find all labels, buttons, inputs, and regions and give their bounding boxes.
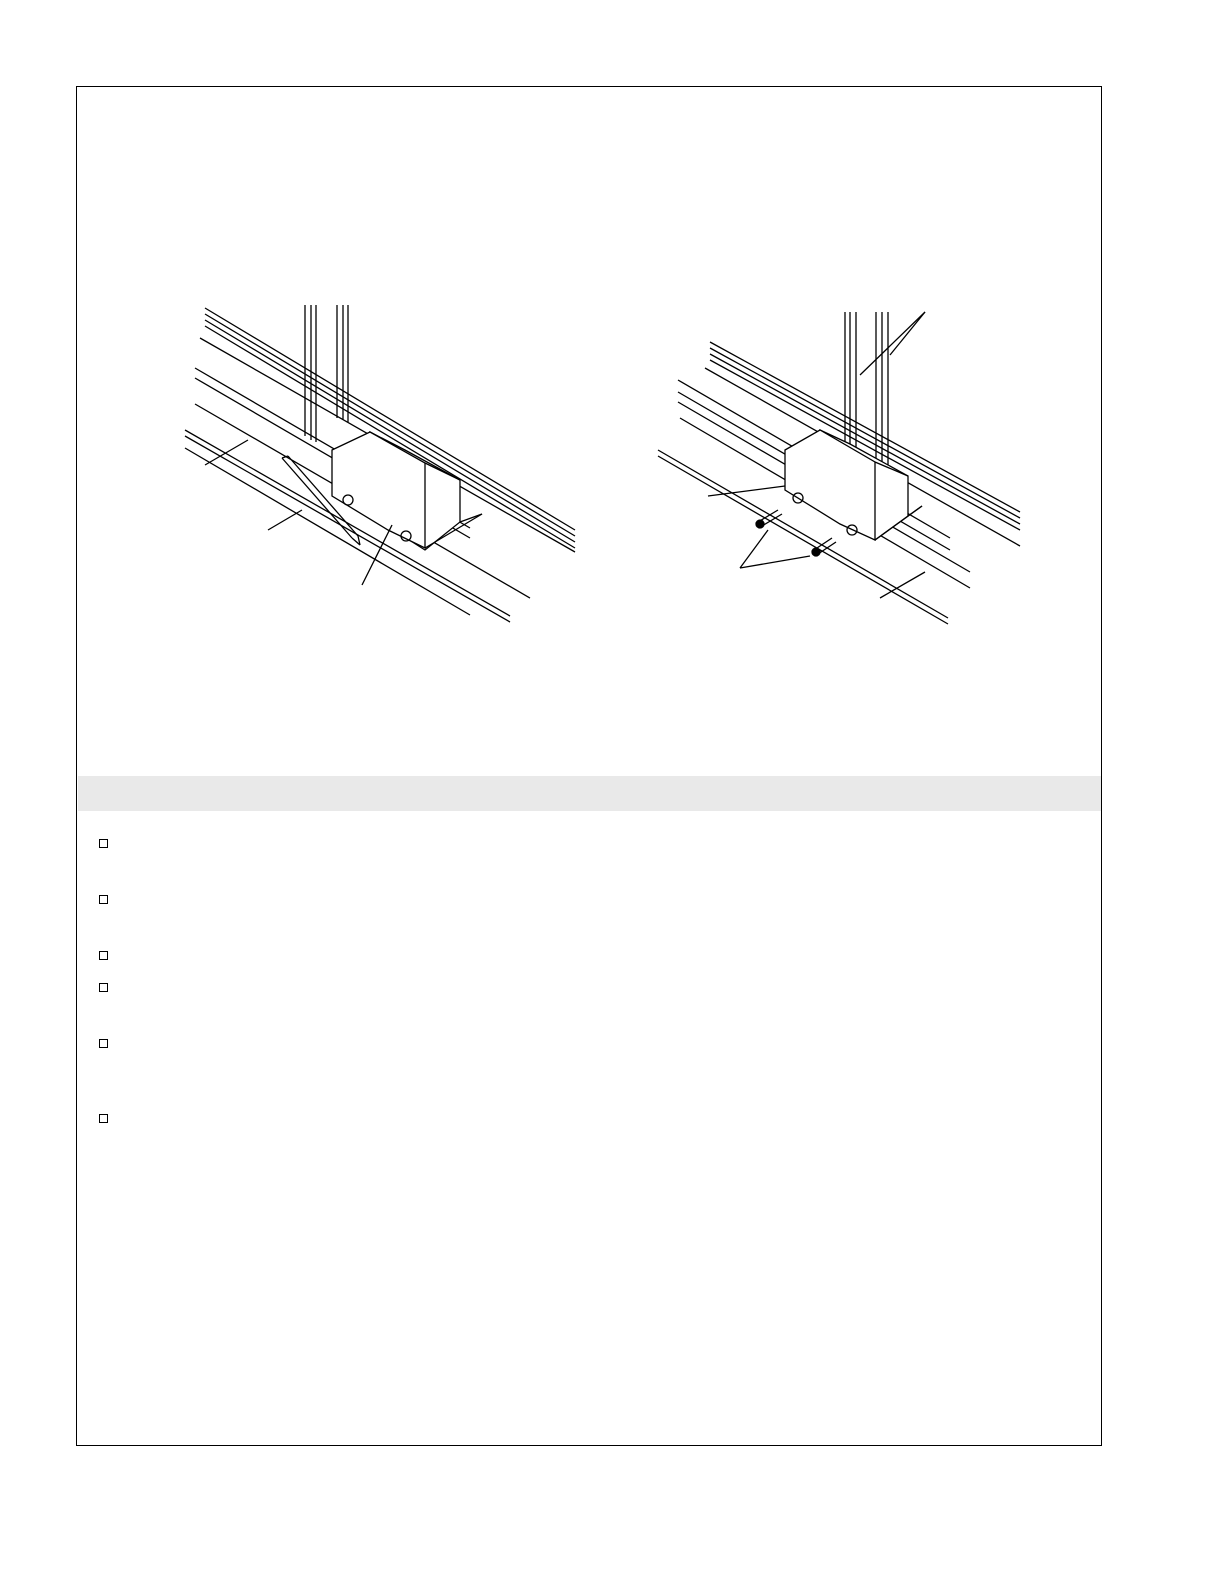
figure-mark-bracket <box>170 300 590 630</box>
page-frame <box>76 86 1102 1446</box>
step-checkbox-5[interactable] <box>99 1039 108 1048</box>
step-checkbox-6[interactable] <box>99 1114 108 1123</box>
step-checkbox-3[interactable] <box>99 951 108 960</box>
figure-attach-bracket <box>650 300 1030 630</box>
step-checkbox-4[interactable] <box>99 983 108 992</box>
steps-section-header <box>78 776 1101 811</box>
step-checkbox-1[interactable] <box>99 839 108 848</box>
step-checkbox-2[interactable] <box>99 895 108 904</box>
